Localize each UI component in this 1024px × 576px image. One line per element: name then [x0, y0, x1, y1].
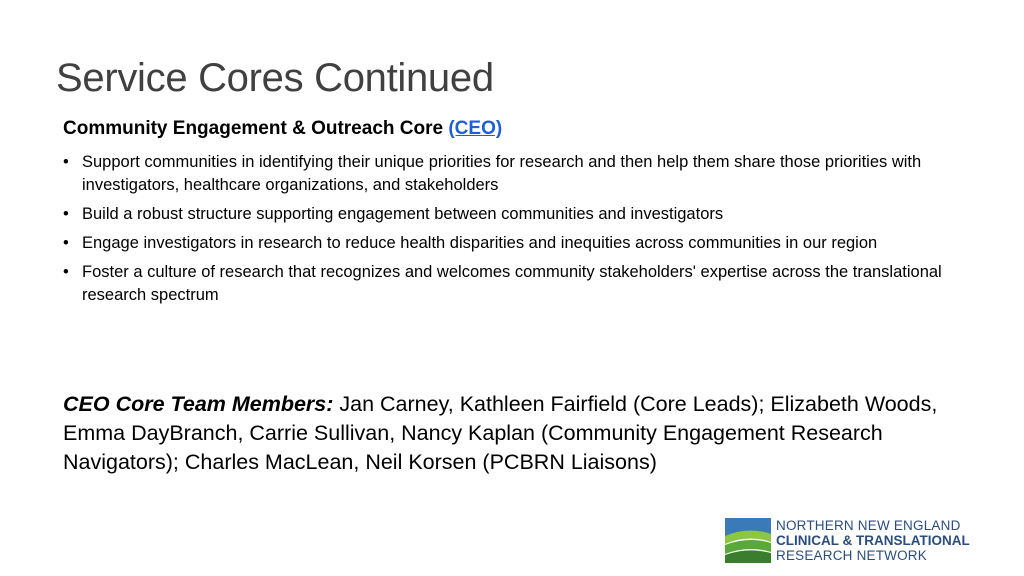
bullet-icon: • [63, 263, 69, 281]
logo-line-1: NORTHERN NEW ENGLAND [776, 518, 961, 533]
slide-title: Service Cores Continued [56, 56, 494, 100]
organization-logo [724, 516, 1004, 566]
list-item [63, 151, 998, 197]
bullet-text: Engage investigators in research to reduce health disparities and inequities across communities in our region [82, 234, 878, 252]
core-heading-text: Community Engagement & Outreach Core [63, 118, 449, 139]
bullet-icon: • [63, 153, 69, 171]
core-heading [63, 118, 502, 140]
team-members-label: CEO Core Team Members: [63, 392, 334, 416]
bullet-text: Support communities in identifying their unique priorities for research and then help them share those priorities with investigators, healthcare organizations, and stakeholders [82, 153, 922, 194]
logo-text [776, 518, 970, 563]
ceo-link[interactable]: (CEO) [448, 118, 503, 139]
list-item [63, 232, 998, 255]
logo-line-3: RESEARCH NETWORK [776, 548, 927, 563]
team-members-text: Jan Carney, Kathleen Fairfield (Core Leads); Elizabeth Woods, Emma DayBranch, Carrie Sullivan, Nancy Kaplan (Community Engagement Research Navigators); Charles MacLean, Neil Korsen (PCBRN Liaisons) [63, 392, 938, 474]
list-item [63, 261, 998, 307]
logo-line-2: CLINICAL & TRANSLATIONAL [776, 533, 970, 548]
landscape-logo-icon [724, 516, 772, 564]
team-members [63, 390, 963, 477]
bullet-icon: • [63, 234, 69, 252]
list-item [63, 203, 998, 226]
bullet-text: Foster a culture of research that recognizes and welcomes community stakeholders' expertise across the translational research spectrum [82, 263, 942, 304]
bullet-text: Build a robust structure supporting engagement between communities and investigators [82, 205, 724, 223]
bullet-icon: • [63, 205, 69, 223]
bullet-list [63, 151, 998, 313]
